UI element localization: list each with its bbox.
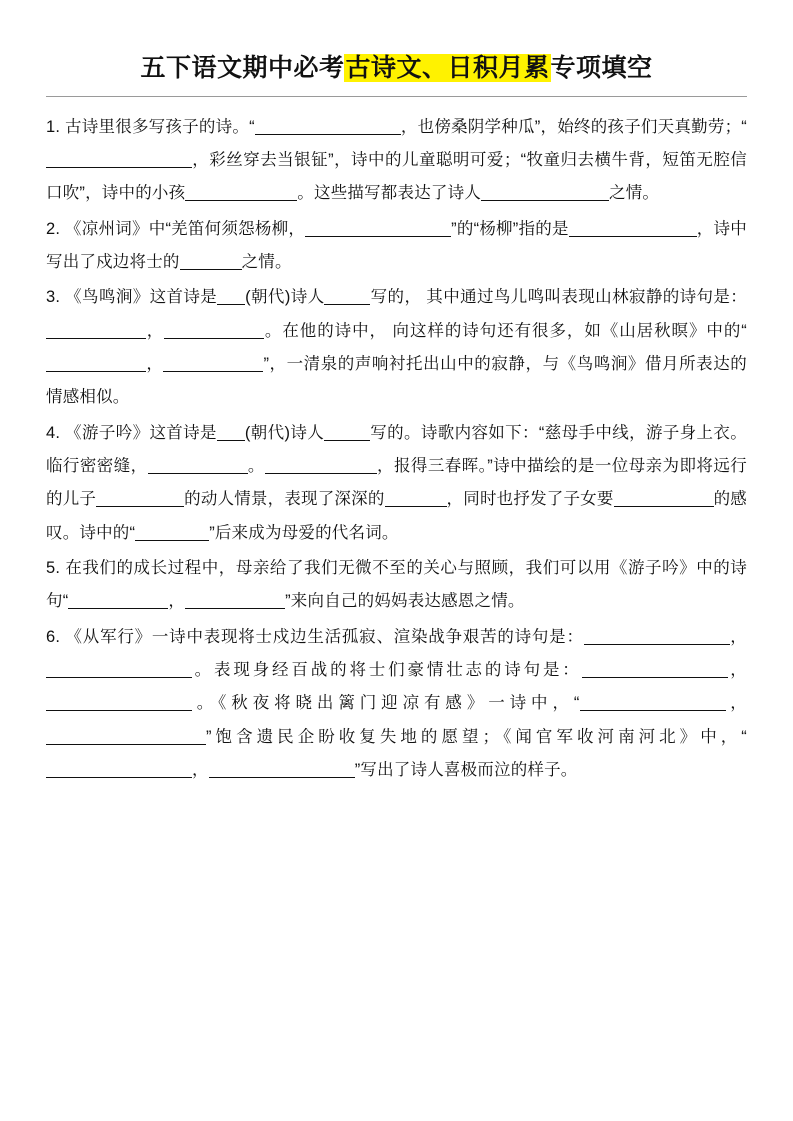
question-6-number: 6. [46, 627, 61, 646]
blank[interactable] [305, 220, 451, 237]
question-4-text-b: (朝代)诗人 [244, 423, 325, 442]
question-4-text-c: 写的。诗歌内容如下：“慈母手中线，游子身上衣。临行密密缝， [46, 423, 747, 476]
question-2-number: 2. [46, 219, 61, 238]
blank[interactable] [584, 628, 730, 645]
question-1 [46, 111, 747, 211]
question-6 [46, 621, 747, 788]
blank[interactable] [68, 592, 168, 609]
title-divider [46, 96, 747, 97]
blank[interactable] [324, 288, 370, 305]
question-2-text-c: ，诗中写出了戍边将士的 [46, 219, 747, 272]
question-4-number: 4. [46, 423, 61, 442]
blank[interactable] [582, 661, 728, 678]
question-1-text-c: ，彩丝穿去当银钲”，诗中的儿童聪明可爱；“牧童归去横牛背，短笛无腔信口吹”，诗中的小孩 [46, 151, 747, 203]
question-6-text-i: ”写出了诗人喜极而泣的样子。 [354, 760, 578, 779]
question-6-text-b: ， [729, 627, 747, 646]
question-6-text-g: ”饱含遗民企盼收复失地的愿望；《闻官军收河南河北》中，“ [206, 727, 747, 746]
question-5-number: 5. [46, 559, 61, 578]
blank[interactable] [209, 761, 355, 778]
question-3-text-g: ”，一清泉的声响衬托出山中的寂静，与《鸟鸣涧》借月所表达的情感相似。 [46, 355, 747, 407]
blank[interactable] [164, 322, 264, 339]
question-3-text-a: 《鸟鸣涧》这首诗是 [65, 288, 218, 307]
blank[interactable] [163, 355, 263, 372]
question-4-text-e: ，报得三春晖。”诗中描绘的是一位母亲为即将远行的儿子 [46, 457, 747, 509]
question-3-text-e: 。在他的诗中， 向这样的诗句还有很多，如《山居秋暝》中的“ [264, 321, 747, 340]
blank[interactable] [185, 592, 285, 609]
question-4-text-f: 的动人情景，表现了深深的 [184, 490, 385, 509]
question-3-text-d: ， [146, 321, 165, 340]
blank[interactable] [265, 457, 377, 474]
question-5-text-a: 在我们的成长过程中，母亲给了我们无微不至的关心与照顾，我们可以用《游子吟》中的诗句“ [46, 559, 747, 611]
question-3-text-f: ， [146, 355, 164, 374]
question-2 [46, 213, 747, 280]
question-1-text-d: 。这些描写都表达了诗人 [297, 184, 481, 203]
blank[interactable] [580, 694, 726, 711]
blank[interactable] [185, 184, 297, 201]
question-6-text-e: 。《秋夜将晓出篱门迎凉有感》一诗中，“ [192, 694, 580, 713]
question-3-text-b: (朝代)诗人 [245, 288, 325, 307]
question-5-text-c: ”来向自己的妈妈表达感恩之情。 [285, 592, 525, 611]
question-6-text-f: ， [725, 694, 748, 713]
question-3-text-c: 写的， 其中通过鸟儿鸣叫表现山林寂静的诗句是： [370, 288, 747, 307]
page-title [46, 52, 747, 86]
question-6-text-a: 《从军行》一诗中表现将士戍边生活孤寂、渲染战争艰苦的诗句是： [65, 627, 584, 646]
blank[interactable] [180, 253, 242, 270]
question-6-text-c: 。表现身经百战的将士们豪情壮志的诗句是： [192, 661, 582, 679]
question-6-text-h: ， [192, 760, 209, 779]
blank[interactable] [217, 288, 245, 305]
blank[interactable] [217, 424, 245, 441]
blank[interactable] [46, 694, 192, 711]
blank[interactable] [614, 490, 714, 507]
question-1-text-a: 古诗里很多写孩子的诗。“ [65, 117, 255, 136]
question-2-text-b: ”的“杨柳”指的是 [451, 219, 569, 238]
question-4-text-d: 。 [247, 457, 265, 476]
question-1-number: 1. [46, 117, 61, 136]
question-6-text-d: ， [727, 661, 748, 679]
question-4-text-h: 的感叹。诗中的“ [46, 490, 747, 542]
question-2-text-d: 之情。 [241, 253, 292, 272]
title-prefix: 五下语文期中必考 [140, 54, 345, 82]
blank[interactable] [46, 761, 192, 778]
question-3-number: 3. [46, 288, 61, 307]
question-4 [46, 417, 747, 550]
question-4-text-a: 《游子吟》这首诗是 [65, 423, 217, 442]
question-5-text-b: ， [168, 592, 186, 611]
question-1-text-e: 之情。 [609, 184, 660, 203]
blank[interactable] [96, 490, 184, 507]
blank[interactable] [135, 524, 209, 541]
blank[interactable] [324, 424, 370, 441]
question-4-text-i: ”后来成为母爱的代名词。 [209, 523, 399, 542]
question-3 [46, 281, 747, 414]
blank[interactable] [46, 661, 192, 678]
blank[interactable] [481, 184, 609, 201]
blank[interactable] [46, 322, 146, 339]
blank[interactable] [255, 118, 401, 135]
question-1-text-b: ，也傍桑阴学种瓜”，始终的孩子们天真勤劳；“ [400, 117, 747, 136]
blank[interactable] [569, 220, 697, 237]
blank[interactable] [385, 490, 447, 507]
blank[interactable] [46, 151, 192, 168]
question-5 [46, 552, 747, 619]
blank[interactable] [46, 355, 146, 372]
question-4-text-g: ，同时也抒发了子女要 [446, 490, 614, 509]
blank[interactable] [46, 728, 206, 745]
title-highlight: 古诗文、日积月累 [345, 54, 550, 82]
title-suffix: 专项填空 [550, 54, 653, 82]
question-2-text-a: 《凉州词》中“羌笛何须怨杨柳， [65, 219, 306, 238]
blank[interactable] [148, 457, 248, 474]
